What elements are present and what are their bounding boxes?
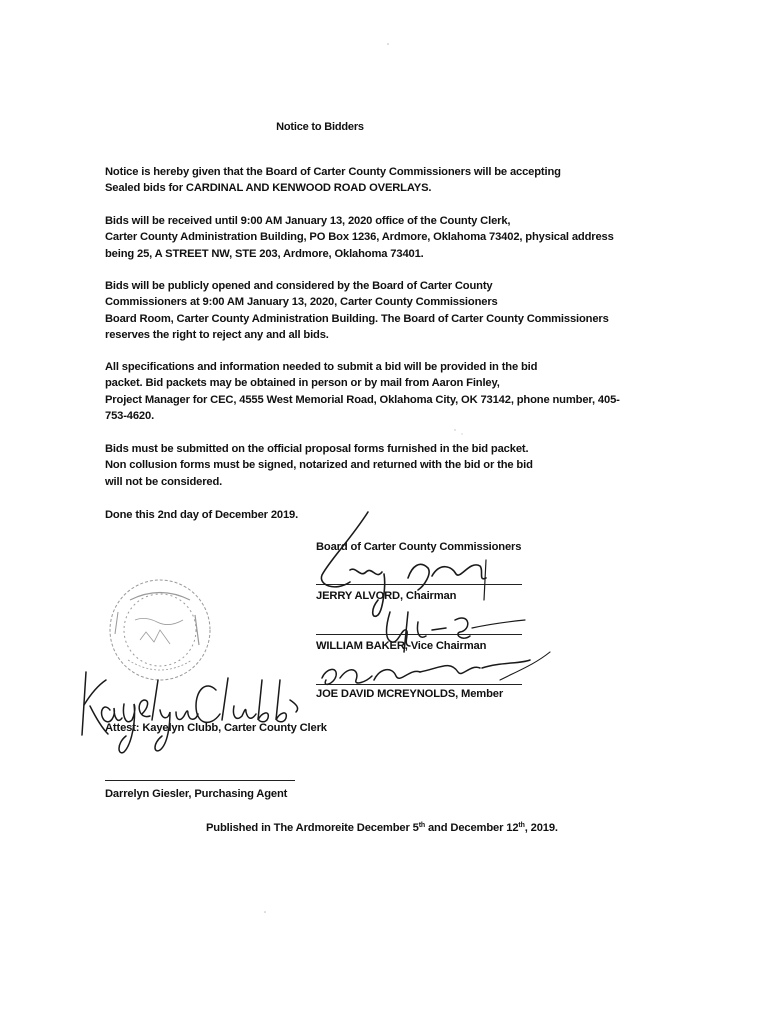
purchasing-agent-signature-line	[105, 780, 295, 781]
text-line: Notice is hereby given that the Board of Carter County Commissioners will be accepting	[105, 166, 561, 178]
text-line: All specifications and information needed to submit a bid will be provided in the bid	[105, 361, 538, 373]
published-sup-2: th	[518, 822, 525, 829]
published-suffix: , 2019.	[524, 822, 558, 834]
member-signature-line	[316, 684, 522, 685]
chairman-name: JERRY ALVORD, Chairman	[316, 590, 457, 602]
text-line: Non collusion forms must be signed, notarized and returned with the bid or the bid	[105, 459, 533, 472]
paragraph-bid-receipt	[105, 213, 665, 262]
paragraph-bid-opening	[105, 278, 665, 344]
text-line: Bids will be publicly opened and considered by the Board of Carter County	[105, 280, 493, 292]
county-clerk-seal	[110, 580, 210, 680]
text-line: reserves the right to reject any and all bids.	[105, 329, 329, 342]
paragraph-intro	[105, 164, 665, 197]
published-middle: and December 12	[425, 822, 519, 834]
text-line: Done this 2nd day of December 2019.	[105, 509, 299, 521]
attest-clerk: Attest: Kayelyn Clubb, Carter County Clerk	[105, 722, 327, 734]
text-line: Board Room, Carter County Administration Building. The Board of Carter County Commissioners	[105, 312, 609, 325]
clerk-handwritten-signature	[82, 672, 298, 753]
text-line: Commissioners at 9:00 AM January 13, 2020, Carter County Commissioners	[105, 296, 498, 309]
publication-note	[206, 822, 558, 834]
notice-title: Notice to Bidders	[276, 121, 364, 133]
vice-chairman-name: WILLIAM BAKER, Vice Chairman	[316, 640, 487, 652]
published-sup-1: th	[418, 822, 426, 829]
purchasing-agent-name: Darrelyn Giesler, Purchasing Agent	[105, 788, 288, 800]
board-label: Board of Carter County Commissioners	[316, 541, 522, 553]
text-line: Project Manager for CEC, 4555 West Memorial Road, Oklahoma City, OK 73142, phone number, 405-	[105, 393, 620, 406]
text-line: Sealed bids for CARDINAL AND KENWOOD ROAD OVERLAYS.	[105, 182, 432, 195]
text-line: Bids must be submitted on the official proposal forms furnished in the bid packet.	[105, 443, 529, 455]
published-prefix: Published in The Ardmoreite December 5	[206, 822, 419, 834]
text-line: packet. Bid packets may be obtained in person or by mail from Aaron Finley,	[105, 377, 500, 390]
text-line: 753-4620.	[105, 410, 155, 423]
text-line: Carter County Administration Building, PO Box 1236, Ardmore, Oklahoma 73402, physical address	[105, 231, 614, 244]
text-line: will not be considered.	[105, 475, 223, 488]
text-line: Bids will be received until 9:00 AM January 13, 2020 office of the County Clerk,	[105, 215, 511, 227]
vice-chairman-signature-line	[316, 634, 522, 635]
paragraph-proposal-forms	[105, 441, 665, 490]
member-handwritten-signature	[322, 652, 550, 684]
text-line: being 25, A STREET NW, STE 203, Ardmore, Oklahoma 73401.	[105, 247, 424, 260]
paragraph-date	[105, 507, 665, 523]
chairman-signature-line	[316, 584, 522, 585]
member-name: JOE DAVID MCREYNOLDS, Member	[316, 688, 504, 700]
paragraph-specifications	[105, 359, 665, 425]
